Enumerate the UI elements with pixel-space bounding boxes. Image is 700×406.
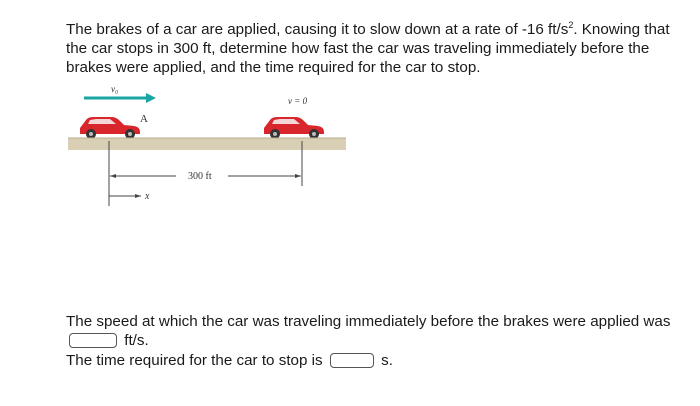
car-stopped-icon [264,117,324,139]
time-unit: s. [381,352,393,369]
speed-answer-line [66,312,688,350]
speed-question-text: The speed at which the car was traveling immediately before the brakes were applied was [66,313,671,330]
speed-answer-input[interactable] [69,333,117,348]
final-velocity-label: v = 0 [288,96,308,106]
initial-velocity-arrowhead [146,93,156,103]
problem-text-part2: . Knowing that the car stops in 300 ft, determine how fast the car was traveling immediately before the brakes were applied, and the time required for the car to stop. [66,21,670,77]
road-ground [68,138,346,150]
time-answer-input[interactable] [330,353,374,368]
car-braking-figure [66,86,356,216]
car-start-icon [80,117,140,139]
speed-unit: ft/s. [124,332,149,349]
problem-superscript: 2 [568,20,574,30]
point-a-label: A [140,113,148,125]
answer-section [66,312,688,370]
distance-label: 300 ft [188,171,212,182]
x-axis-label: x [145,191,150,202]
time-answer-line [66,351,688,370]
v0-label: v₀ [111,86,119,94]
problem-text-part1: The brakes of a car are applied, causing it to slow down at a rate of -16 ft/s [66,21,569,39]
time-question-text: The time required for the car to stop is [66,352,323,369]
problem-statement [66,16,688,77]
